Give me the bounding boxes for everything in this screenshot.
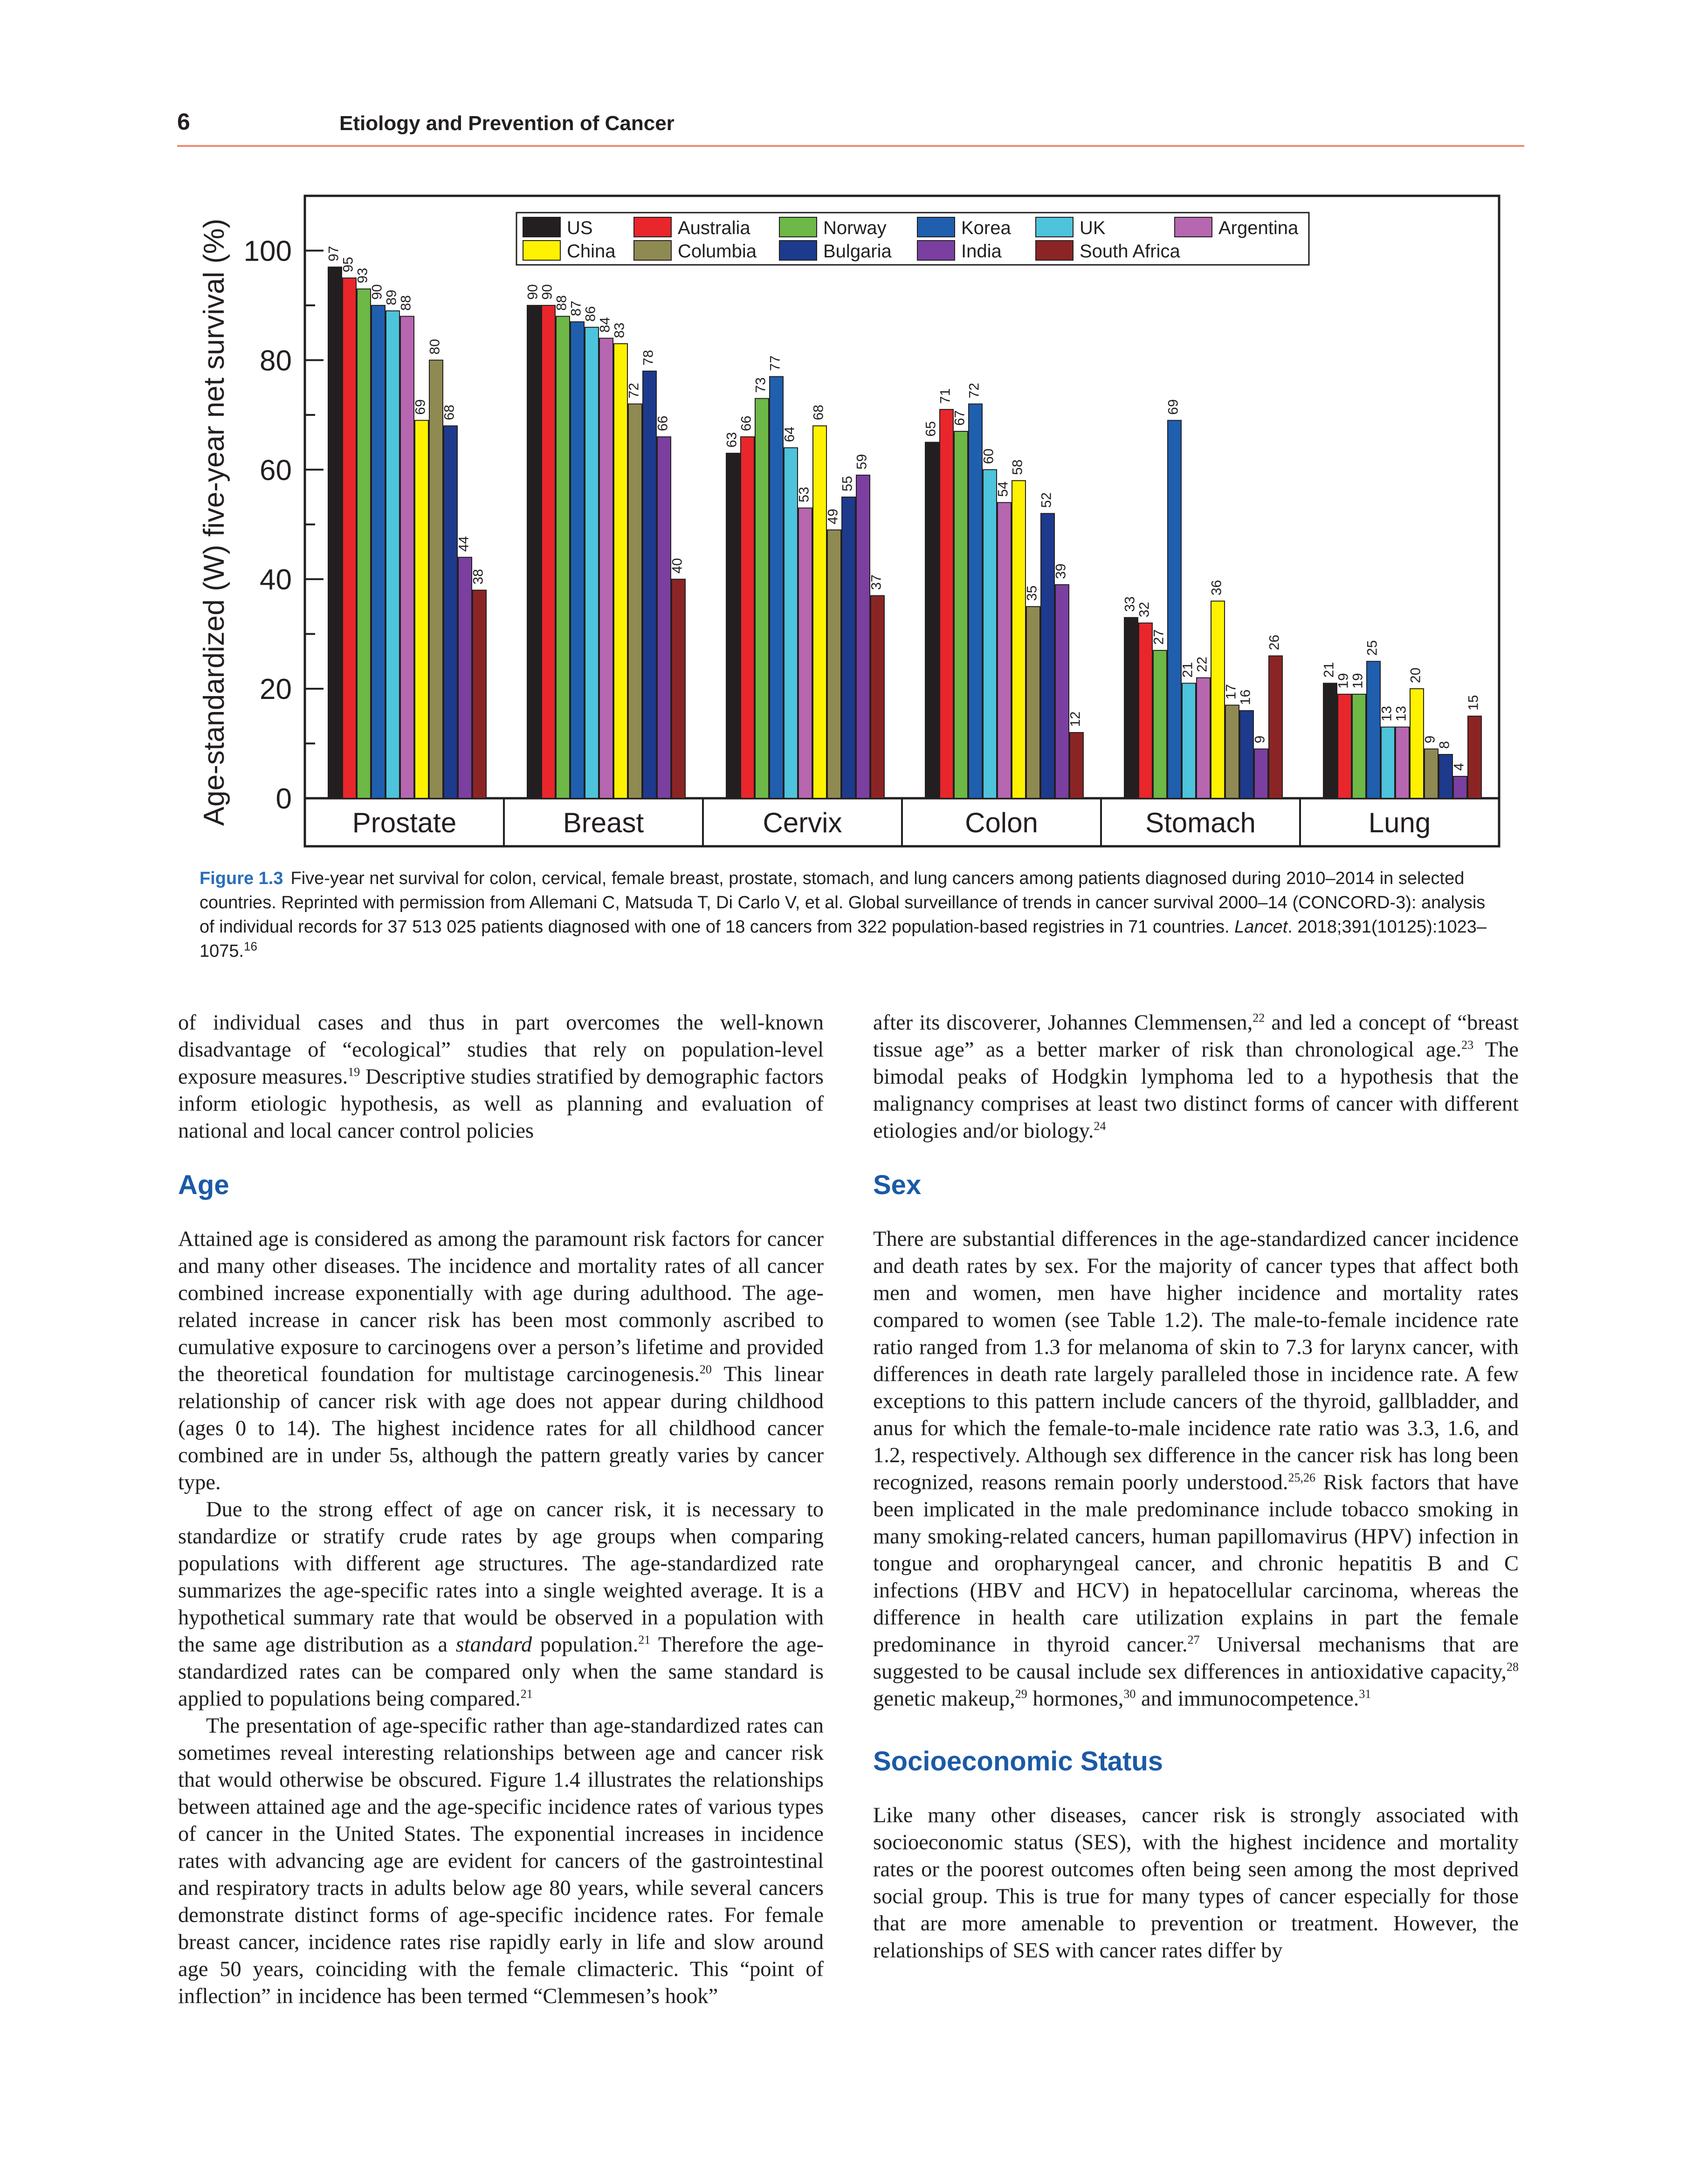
legend-label: UK bbox=[1080, 218, 1106, 238]
data-label: 88 bbox=[398, 295, 414, 311]
category-label: Prostate bbox=[352, 807, 457, 838]
category-label: Breast bbox=[563, 807, 644, 838]
legend-label: South Africa bbox=[1080, 241, 1180, 262]
data-label: 15 bbox=[1466, 695, 1481, 711]
data-label: 13 bbox=[1393, 705, 1409, 722]
bar bbox=[1410, 689, 1424, 798]
y-tick-label: 0 bbox=[275, 783, 292, 815]
legend-swatch bbox=[779, 217, 817, 237]
data-label: 38 bbox=[470, 569, 486, 585]
bar bbox=[643, 371, 656, 798]
legend-swatch bbox=[634, 241, 671, 260]
data-label: 90 bbox=[525, 284, 541, 300]
legend-swatch bbox=[1175, 217, 1212, 237]
ref: 22 bbox=[1253, 1011, 1265, 1025]
bar bbox=[473, 590, 486, 798]
data-label: 44 bbox=[456, 536, 472, 552]
bar bbox=[998, 503, 1011, 798]
bar bbox=[527, 305, 541, 798]
data-label: 83 bbox=[612, 322, 627, 339]
bar bbox=[1055, 585, 1069, 798]
bar bbox=[755, 399, 769, 798]
bar bbox=[969, 404, 982, 798]
data-label: 67 bbox=[952, 410, 968, 426]
legend-label: Korea bbox=[961, 218, 1011, 238]
bar bbox=[827, 530, 841, 798]
legend-label: China bbox=[567, 241, 616, 262]
bar bbox=[1453, 776, 1467, 798]
bar bbox=[1396, 727, 1409, 798]
heading-socioeconomic-status: Socioeconomic Status bbox=[873, 1746, 1163, 1776]
survival-bar-chart bbox=[0, 0, 1700, 863]
bar bbox=[1012, 481, 1026, 798]
bar bbox=[1026, 607, 1040, 798]
data-label: 20 bbox=[1408, 667, 1424, 684]
text: of individual cases and thus in part overcomes the well-known disadvantage of “ecological” studies that rely on population-level exposure measures. bbox=[178, 1011, 824, 1089]
bar bbox=[1338, 694, 1351, 798]
text: This linear relationship of cancer risk with age does not appear during childhood (ages 0 to 14). The highest incidence rates for all childhood cancer combined are in under 5s, although the pattern greatly varies by cancer type. bbox=[178, 1362, 824, 1494]
citation-ref: 16 bbox=[244, 939, 258, 954]
category-label: Colon bbox=[965, 807, 1038, 838]
data-label: 58 bbox=[1010, 459, 1026, 475]
data-label: 4 bbox=[1451, 763, 1467, 771]
bar bbox=[585, 327, 599, 798]
data-label: 25 bbox=[1364, 640, 1380, 656]
data-label: 9 bbox=[1422, 735, 1438, 744]
paragraph bbox=[178, 1713, 824, 2010]
bar bbox=[1254, 749, 1268, 798]
data-label: 77 bbox=[767, 355, 783, 371]
data-label: 21 bbox=[1321, 662, 1337, 678]
paragraph bbox=[873, 1009, 1519, 1145]
y-tick-label: 20 bbox=[260, 673, 292, 706]
paragraph bbox=[178, 1496, 824, 1713]
category-label: Lung bbox=[1368, 807, 1431, 838]
data-label: 60 bbox=[981, 448, 997, 464]
data-label: 63 bbox=[724, 432, 740, 448]
paragraph bbox=[178, 1226, 824, 1496]
ref: 30 bbox=[1123, 1687, 1136, 1701]
ref: 21 bbox=[520, 1687, 533, 1701]
data-label: 69 bbox=[413, 399, 428, 415]
paragraph bbox=[873, 1802, 1519, 1964]
bar bbox=[1197, 678, 1210, 798]
data-label: 19 bbox=[1350, 673, 1366, 689]
bar bbox=[372, 305, 385, 798]
legend-swatch bbox=[917, 217, 955, 237]
data-label: 90 bbox=[539, 284, 555, 300]
text: Like many other diseases, cancer risk is strongly associated with socioeconomic status (SES), with the highest incidence and mortality rates or the poorest outcomes often being seen among the most deprived social group. This is true for many types of cancer especially for those that are more amenable to prevention or treatment. However, the relationships of SES with cancer rates differ by bbox=[873, 1804, 1519, 1963]
bar bbox=[1070, 733, 1083, 798]
data-label: 73 bbox=[753, 377, 769, 393]
ref: 23 bbox=[1461, 1038, 1474, 1052]
ref: 21 bbox=[638, 1633, 651, 1647]
bar bbox=[542, 305, 555, 798]
data-label: 32 bbox=[1136, 601, 1152, 618]
data-label: 84 bbox=[597, 317, 613, 333]
y-axis-label: Age-standardized (W) five-year net survival (%) bbox=[198, 218, 230, 826]
caption-text: Five-year net survival for colon, cervical, female breast, prostate, stomach, and lung cancers among patients diagnosed during 2010–2014 in selected countries. Reprinted with permission from Allemani C, Matsuda T, Di Carlo V, et al. Global surveillance of trends in cancer survival 2000–14 (CONCORD-3): analysis of individual records for 37 513 025 patients diagnosed with one of 18 cancers from 322 population-based registries in 71 countries. bbox=[200, 869, 1486, 937]
figure-label: Figure 1.3 bbox=[200, 869, 283, 888]
data-label: 59 bbox=[854, 454, 870, 470]
bar bbox=[571, 322, 584, 798]
legend-label: Columbia bbox=[678, 241, 757, 262]
legend-label: Bulgaria bbox=[823, 241, 892, 262]
legend-swatch bbox=[917, 241, 955, 260]
text: Attained age is considered as among the paramount risk factors for cancer and many other diseases. The incidence and mortality rates of all cancer combined increase exponentially with age during adulthood. The age-related increase in cancer risk has been most commonly ascribed to cumulative exposure to carcinogens over a person’s lifetime and provided the theoretical foundation for multistage carcinogenesis. bbox=[178, 1227, 824, 1386]
legend-swatch bbox=[1036, 217, 1073, 237]
figure-caption bbox=[200, 866, 1495, 963]
data-label: 72 bbox=[626, 382, 642, 399]
journal-name: Lancet bbox=[1234, 917, 1288, 937]
text: The presentation of age-specific rather than age-standardized rates can sometimes reveal interesting relationships between age and cancer risk that would otherwise be obscured. Figure 1.4 illustrates the relationships between attained age and the age-specific incidence rates of various types of cancer in the United States. The exponential increases in incidence rates with advancing age are evident for cancers of the gastrointestinal and respiratory tracts in adults below age 80 years, while several cancers demonstrate distinct forms of age-specific incidence rates. For female breast cancer, incidence rates rise rapidly early in life and slow around age 50 years, coinciding with the female climacteric. This “point of inflection” in incidence has been termed “Clemmesen’s hook” bbox=[178, 1714, 824, 2008]
legend-swatch bbox=[779, 241, 817, 260]
bar bbox=[458, 557, 472, 798]
text: Risk factors that have been implicated in the male predominance include tobacco smoking in many smoking-related cancers, human papillomavirus (HPV) infection in tongue and oropharyngeal cancer, and chronic hepatitis B and C infections (HBV and HCV) in hepatocellular carcinoma, whereas the difference in health care utilization explains in part the female predominance in thyroid cancer. bbox=[873, 1471, 1519, 1657]
data-label: 16 bbox=[1238, 689, 1253, 705]
bar bbox=[1439, 754, 1452, 798]
text: after its discoverer, Johannes Clemmensen, bbox=[873, 1011, 1253, 1035]
y-tick-label: 40 bbox=[260, 564, 292, 596]
bar bbox=[1269, 656, 1282, 798]
bar bbox=[672, 579, 685, 798]
ref: 20 bbox=[699, 1362, 712, 1376]
right-column bbox=[873, 1009, 1519, 1964]
text: population. bbox=[532, 1633, 639, 1657]
ref: 29 bbox=[1015, 1687, 1027, 1701]
data-label: 80 bbox=[427, 339, 443, 355]
data-label: 65 bbox=[923, 421, 939, 437]
text: Due to the strong effect of age on cancer risk, it is necessary to standardize or stratify crude rates by age groups when comparing populations with different age structures. The age-standardized rate summarizes the age-specific rates into a single weighted average. It is a hypothetical summary rate that would be observed in a population with the same age distribution as a bbox=[178, 1498, 824, 1657]
text: The bimodal peaks of Hodgkin lymphoma led to a hypothesis that the malignancy comprises at least two distinct forms of cancer with different etiologies and/or biology. bbox=[873, 1038, 1519, 1143]
bar bbox=[954, 431, 968, 798]
data-label: 87 bbox=[568, 300, 584, 317]
bar bbox=[1124, 617, 1138, 798]
data-label: 93 bbox=[355, 268, 371, 283]
data-label: 90 bbox=[369, 284, 385, 300]
bars bbox=[326, 246, 1482, 798]
legend-label: US bbox=[567, 218, 593, 238]
category-labels bbox=[352, 798, 1431, 846]
data-label: 37 bbox=[868, 574, 884, 590]
page-number: 6 bbox=[177, 109, 190, 135]
ref: 19 bbox=[348, 1065, 360, 1079]
bar bbox=[1381, 727, 1395, 798]
ref: 25,26 bbox=[1288, 1471, 1315, 1485]
data-label: 36 bbox=[1209, 580, 1225, 596]
data-label: 9 bbox=[1252, 735, 1268, 744]
bar bbox=[726, 453, 740, 798]
bar bbox=[1182, 683, 1196, 798]
bar bbox=[415, 421, 428, 798]
data-label: 71 bbox=[937, 388, 953, 404]
data-label: 78 bbox=[640, 350, 656, 366]
y-tick-label: 80 bbox=[260, 345, 292, 377]
left-column bbox=[178, 1009, 824, 2010]
legend-swatch bbox=[1036, 241, 1073, 260]
data-label: 13 bbox=[1379, 705, 1395, 722]
data-label: 68 bbox=[811, 404, 826, 421]
bar bbox=[1211, 601, 1225, 798]
text: hormones, bbox=[1027, 1687, 1124, 1711]
data-label: 40 bbox=[669, 558, 685, 574]
data-label: 69 bbox=[1165, 399, 1181, 415]
data-label: 21 bbox=[1180, 662, 1196, 678]
bar bbox=[1352, 694, 1366, 798]
bar bbox=[556, 316, 570, 798]
data-label: 95 bbox=[340, 256, 356, 273]
bar bbox=[798, 508, 812, 798]
bar bbox=[599, 338, 613, 798]
text: genetic makeup, bbox=[873, 1687, 1015, 1711]
bar bbox=[614, 344, 627, 798]
paragraph bbox=[178, 1009, 824, 1145]
data-label: 8 bbox=[1437, 741, 1452, 749]
legend-label: India bbox=[961, 241, 1002, 262]
legend-swatch bbox=[523, 241, 560, 260]
data-label: 88 bbox=[554, 295, 570, 311]
text: and immunocompetence. bbox=[1136, 1687, 1359, 1711]
bar bbox=[1240, 711, 1253, 798]
data-label: 35 bbox=[1024, 585, 1040, 601]
heading-age: Age bbox=[178, 1170, 229, 1200]
text: Therefore the age-standardized rates can be compared only when the same standard is applied to populations being compared. bbox=[178, 1633, 824, 1711]
data-label: 53 bbox=[796, 487, 812, 503]
bar bbox=[770, 377, 783, 798]
bar bbox=[1168, 421, 1181, 798]
text: and led a concept of “breast tissue age” as a better marker of risk than chronological age. bbox=[873, 1011, 1519, 1062]
bar bbox=[871, 595, 884, 798]
legend-swatch bbox=[634, 217, 671, 237]
bar bbox=[328, 267, 342, 798]
bar bbox=[983, 470, 997, 798]
data-label: 54 bbox=[995, 481, 1011, 497]
category-label: Stomach bbox=[1145, 807, 1256, 838]
data-label: 72 bbox=[966, 382, 982, 399]
bar bbox=[856, 475, 870, 798]
ref: 28 bbox=[1507, 1660, 1519, 1674]
bar bbox=[1425, 749, 1438, 798]
ref: 24 bbox=[1094, 1119, 1106, 1133]
y-tick-label: 100 bbox=[243, 235, 292, 268]
bar bbox=[1468, 716, 1481, 798]
heading-sex: Sex bbox=[873, 1170, 922, 1200]
data-label: 52 bbox=[1039, 492, 1054, 508]
bar bbox=[1041, 513, 1054, 798]
bar bbox=[842, 497, 855, 798]
bar bbox=[1367, 661, 1380, 798]
text: Descriptive studies stratified by demographic factors inform etiologic hypothesis, as well as planning and evaluation of national and local cancer control policies bbox=[178, 1065, 824, 1143]
category-label: Cervix bbox=[763, 807, 842, 838]
data-label: 89 bbox=[384, 290, 399, 305]
bar bbox=[741, 437, 754, 798]
y-tick-label: 60 bbox=[260, 454, 292, 487]
bar bbox=[386, 311, 399, 798]
data-label: 86 bbox=[583, 306, 599, 322]
running-title: Etiology and Prevention of Cancer bbox=[339, 112, 674, 135]
data-label: 22 bbox=[1194, 657, 1210, 672]
paragraph bbox=[873, 1226, 1519, 1713]
bar bbox=[657, 437, 671, 798]
bar bbox=[444, 426, 457, 798]
data-label: 33 bbox=[1122, 596, 1138, 612]
data-label: 19 bbox=[1335, 673, 1351, 689]
legend-swatch bbox=[523, 217, 560, 237]
legend-label: Argentina bbox=[1218, 218, 1299, 238]
data-label: 12 bbox=[1067, 711, 1083, 727]
data-label: 39 bbox=[1053, 563, 1069, 579]
ref: 27 bbox=[1187, 1633, 1200, 1647]
data-label: 68 bbox=[441, 404, 457, 421]
data-label: 55 bbox=[840, 476, 855, 491]
data-label: 26 bbox=[1266, 635, 1282, 650]
text: There are substantial differences in the age-standardized cancer incidence and death rates by sex. For the majority of cancer types that affect both men and women, men have higher incidence and mortality rates compared to women (see Table 1.2). The male-to-female incidence rate ratio ranged from 1.3 for melanoma of skin to 7.3 for larynx cancer, with differences in death rate largely paralleled those in incidence rate. A few exceptions to this pattern include cancers of the thyroid, gallbladder, and anus for which the female-to-male incidence rate ratio was 3.3, 1.6, and 1.2, respectively. Although sex difference in the cancer risk has long been recognized, reasons remain poorly understood. bbox=[873, 1227, 1519, 1494]
data-label: 97 bbox=[326, 246, 342, 262]
bar bbox=[357, 289, 371, 798]
emphasis: standard bbox=[455, 1633, 532, 1657]
ref: 31 bbox=[1359, 1687, 1371, 1701]
data-label: 49 bbox=[825, 509, 841, 525]
bar bbox=[400, 316, 414, 798]
text: Universal mechanisms that are suggested to be causal include sex differences in antioxidative capacity, bbox=[873, 1633, 1519, 1684]
data-label: 64 bbox=[782, 426, 798, 442]
data-label: 27 bbox=[1151, 629, 1167, 645]
bar bbox=[343, 278, 356, 798]
bar bbox=[784, 448, 798, 798]
legend bbox=[516, 213, 1309, 265]
citation-rest: . 2018;391(10125):1023–1075. bbox=[200, 917, 1487, 961]
data-label: 66 bbox=[655, 415, 671, 431]
legend-label: Norway bbox=[823, 218, 887, 238]
bar bbox=[813, 426, 826, 798]
bar bbox=[1323, 683, 1337, 798]
bar bbox=[1153, 650, 1167, 798]
bar bbox=[628, 404, 642, 798]
bar bbox=[1139, 623, 1152, 798]
legend-label: Australia bbox=[678, 218, 750, 238]
bar bbox=[1225, 705, 1239, 798]
data-label: 66 bbox=[738, 415, 754, 431]
data-label: 17 bbox=[1223, 684, 1239, 700]
bar bbox=[429, 360, 443, 798]
bar bbox=[940, 409, 953, 798]
bar bbox=[925, 442, 939, 798]
